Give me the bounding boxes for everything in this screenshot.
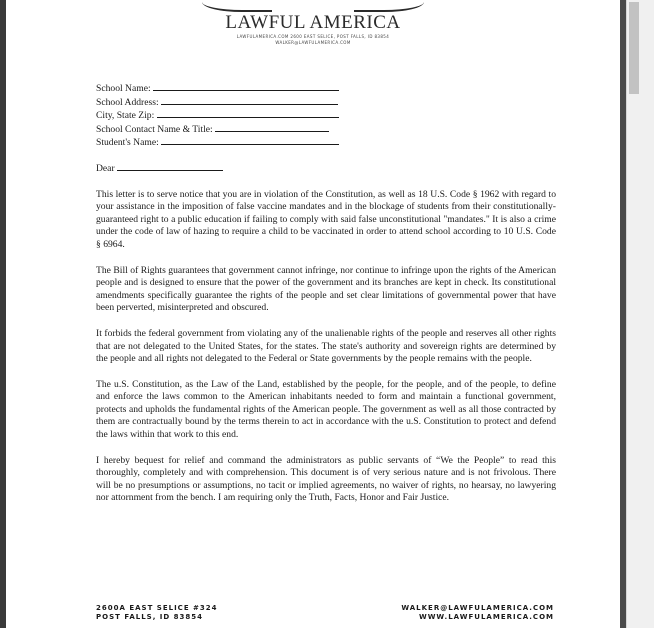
footer-address-line1: 2600A EAST SELICE #324 (96, 604, 218, 612)
letterhead (6, 0, 620, 50)
brand-address-line: LAWFULAMERICA.COM 2600 EAST SELICE, POST FALLS, ID 83854 (236, 34, 390, 39)
field-label: School Address: (96, 96, 162, 108)
blank-line (215, 123, 329, 132)
scrollbar-thumb[interactable] (629, 2, 639, 94)
ornament-right-icon (354, 2, 424, 12)
footer-website: WWW.LAWFULAMERICA.COM (418, 613, 554, 621)
footer-address (96, 604, 218, 622)
field-student-name (96, 136, 556, 150)
blank-line (157, 109, 339, 118)
field-school-contact (96, 123, 556, 137)
paragraph-constitution: The u.S. Constitution, as the Law of the Land, established by the people, for the people, and of the people, to define and enforce the laws common to the American inhabitants needed to form and maintain a functional government, protects and upholds the fundamental rights of the American people. The government as well as all those contracted by them are contractually bound by the terms therein to act in accordance with the u.S. Constitution to protect and defend the laws within that work to this end. (96, 378, 556, 441)
field-school-address (96, 96, 556, 110)
paragraph-federal-government: It forbids the federal government from violating any of the unalienable rights of the people and reserves all other rights that are not delegated to the United States, for the states. The state's authority and sovereign rights are determined by the people and all rights not delegated to the Federal or State governments by the people remains with the people. (96, 327, 556, 365)
field-label: School Contact Name & Title: (96, 123, 216, 135)
paragraph-bill-of-rights: The Bill of Rights guarantees that government cannot infringe, nor continue to infringe upon the rights of the American people and is designed to ensure that the power of the government and its branches are kept in check. Its constitutional amendments specifically guarantee the rights of the people and set clear limitations of governmental power that have been perverted, misinterpreted and obscured. (96, 264, 556, 314)
field-city-state-zip (96, 109, 556, 123)
brand-name: LAWFUL AMERICA (225, 12, 401, 33)
paragraph-bequest: I hereby bequest for relief and command the administrators as public servants of “We the People” to read this thoroughly, completely and with comprehension. This document is of very serious nature and is not frivolous. There will be no presumptions or assumptions, no tacit or implied agreements, no waiver of rights, no hearsay, no lawyering nor attornment from the bench. I am requiring only the Truth, Facts, Honor and Fair Justice. (96, 454, 556, 504)
paragraph-notice: This letter is to serve notice that you are in violation of the Constitution, as well as 18 U.S. Code § 1962 with regard to your assistance in the imposition of false vaccine mandates and in the blockage of students from their constitutionally-guaranteed right to a public education if failing to comply with said false unconstitutional "mandates." It is also a crime under the code of law of hazing to require a child to be vaccinated in order to attend school according to 10 U.S. Code § 6964. (96, 188, 556, 250)
field-school-name (96, 82, 556, 96)
field-label: City, State Zip: (96, 110, 157, 122)
document-page (6, 0, 620, 628)
field-label: School Name: (96, 83, 154, 94)
footer-email: WALKER@LAWFULAMERICA.COM (401, 604, 554, 612)
blank-line (161, 96, 338, 105)
vertical-scrollbar[interactable] (626, 0, 654, 628)
blank-line (153, 82, 339, 91)
field-label: Student's Name: (96, 137, 162, 149)
blank-line (117, 162, 223, 171)
letter-body (96, 82, 556, 505)
footer-address-line2: POST FALLS, ID 83854 (96, 613, 203, 621)
footer-contact (401, 604, 554, 622)
salutation (96, 162, 556, 176)
salutation-text: Dear (96, 162, 118, 174)
ornament-left-icon (202, 2, 272, 12)
blank-line (161, 136, 339, 145)
brand-email-line: WALKER@LAWFULAMERICA.COM (275, 40, 351, 45)
